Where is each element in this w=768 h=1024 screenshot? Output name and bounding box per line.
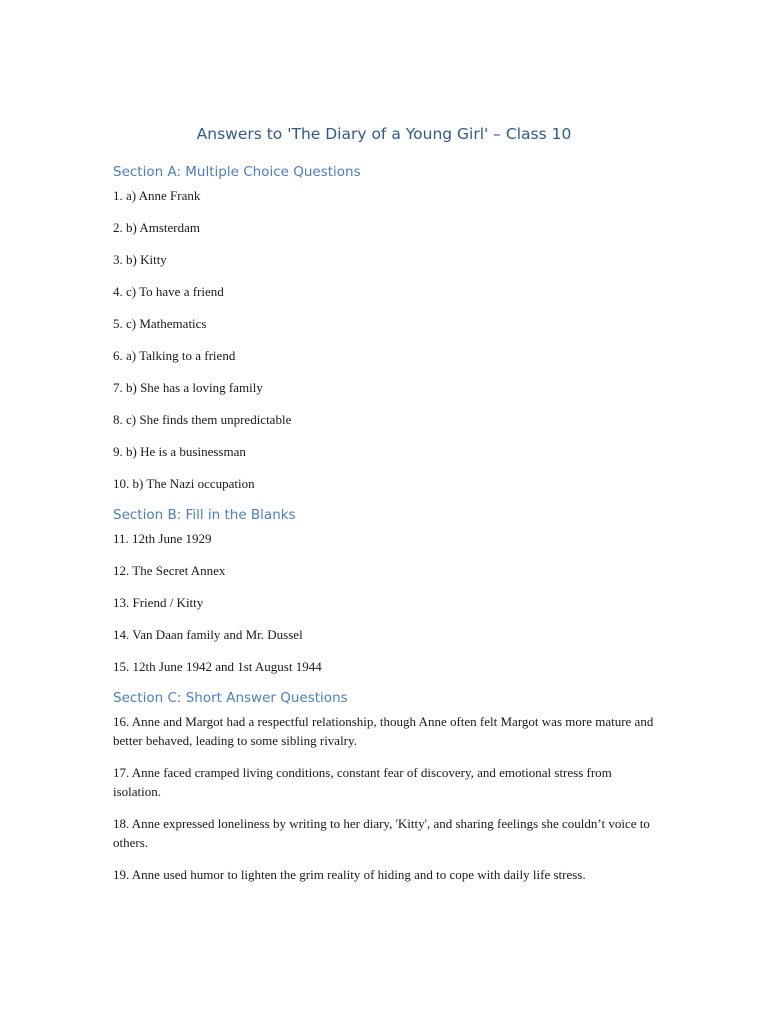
answer-item: 9. b) He is a businessman: [113, 444, 246, 459]
answer-item: 4. c) To have a friend: [113, 284, 224, 299]
answer-item: 14. Van Daan family and Mr. Dussel: [113, 627, 303, 642]
answer-item: 12. The Secret Annex: [113, 563, 226, 578]
answer-list: [113, 529, 658, 676]
section-heading: Section C: Short Answer Questions: [113, 690, 348, 706]
section-a: [113, 163, 658, 493]
answer-list: [113, 712, 658, 884]
answer-item: 3. b) Kitty: [113, 252, 167, 267]
section-heading: Section B: Fill in the Blanks: [113, 507, 296, 523]
answer-item: 2. b) Amsterdam: [113, 220, 201, 235]
answer-item: 10. b) The Nazi occupation: [113, 476, 255, 491]
answer-item: 1. a) Anne Frank: [113, 188, 201, 203]
answer-item: 15. 12th June 1942 and 1st August 1944: [113, 659, 322, 674]
answer-list: [113, 186, 658, 493]
answer-item: 19. Anne used humor to lighten the grim reality of hiding and to cope with daily life stress.: [113, 867, 586, 882]
answer-item: 17. Anne faced cramped living conditions, constant fear of discovery, and emotional stress from isolation.: [113, 765, 612, 799]
document-title: Answers to 'The Diary of a Young Girl' – Class 10: [196, 125, 572, 143]
answer-item: 16. Anne and Margot had a respectful relationship, though Anne often felt Margot was more mature and better behaved, leading to some sibling rivalry.: [113, 714, 654, 748]
answer-item: 6. a) Talking to a friend: [113, 348, 236, 363]
answer-item: 8. c) She finds them unpredictable: [113, 412, 292, 427]
answer-item: 13. Friend / Kitty: [113, 595, 204, 610]
answer-item: 18. Anne expressed loneliness by writing to her diary, 'Kitty', and sharing feelings she couldn’t voice to others.: [113, 816, 650, 850]
answer-item: 5. c) Mathematics: [113, 316, 207, 331]
section-heading: Section A: Multiple Choice Questions: [113, 164, 361, 180]
answer-item: 7. b) She has a loving family: [113, 380, 263, 395]
section-b: [113, 506, 658, 676]
section-c: [113, 689, 658, 884]
document-content: [113, 163, 658, 897]
answer-item: 11. 12th June 1929: [113, 531, 212, 546]
